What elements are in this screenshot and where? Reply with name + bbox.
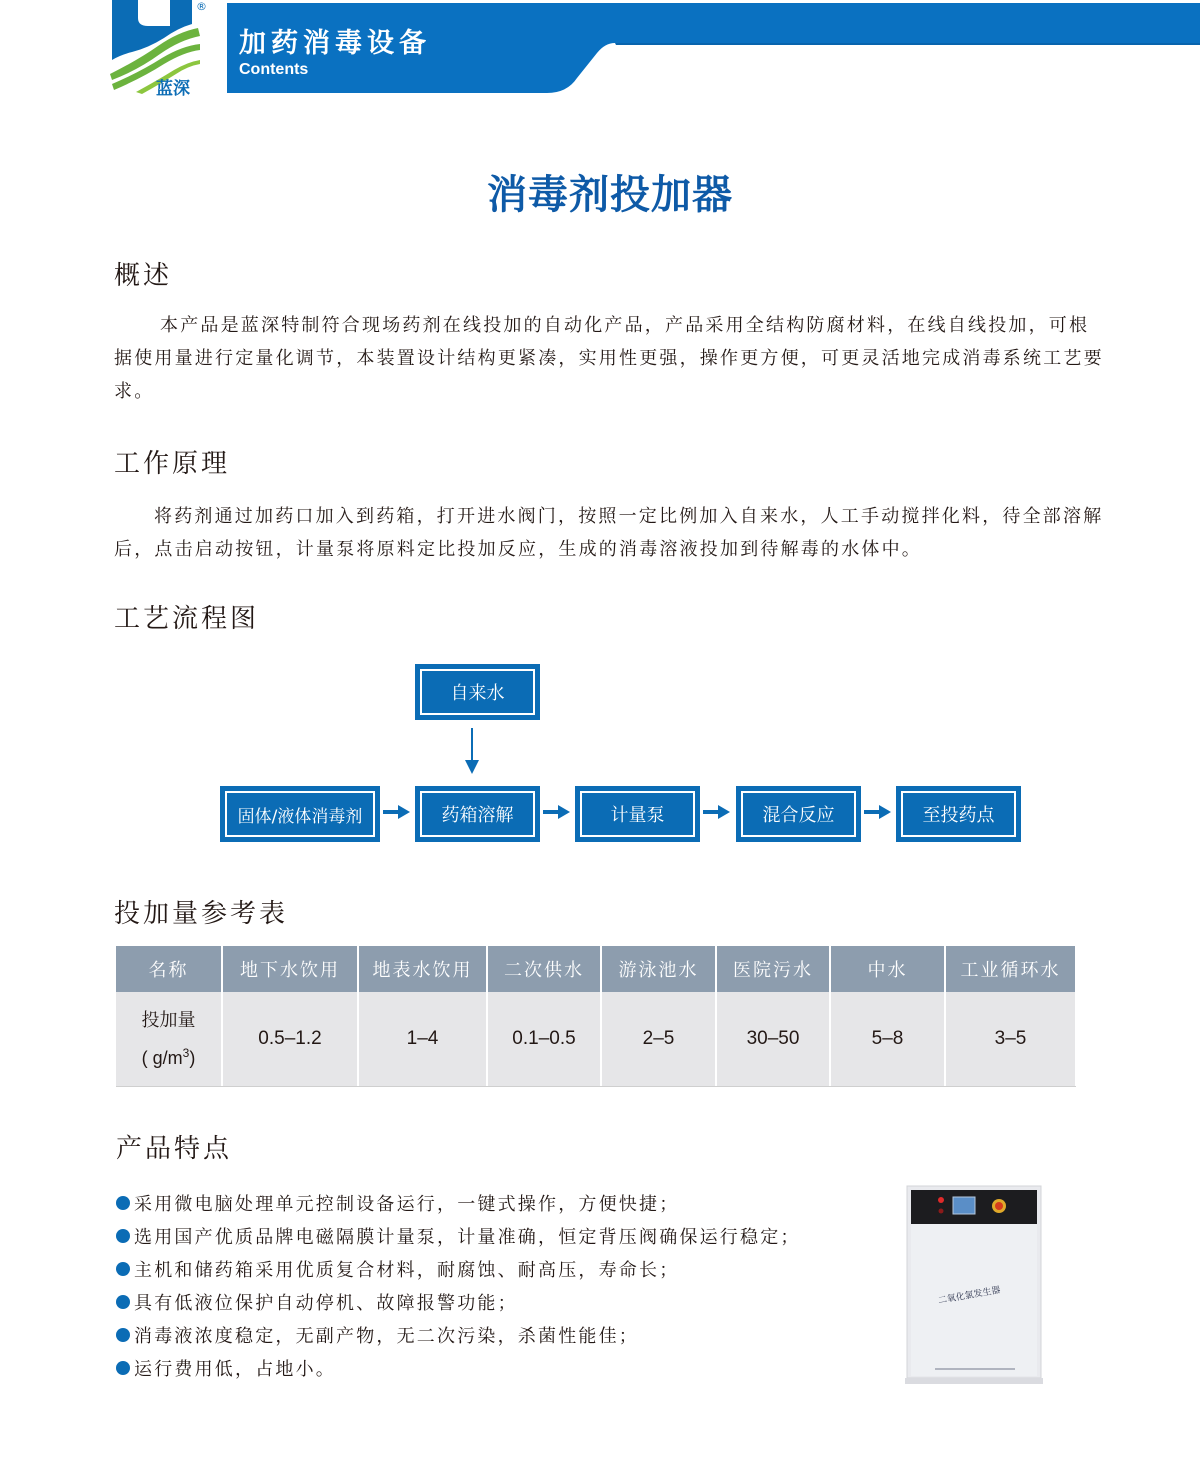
- flow-box-tank-dissolve: [415, 786, 540, 842]
- flow-box-disinfectant: [220, 786, 380, 842]
- arrow-right-icon: [864, 805, 892, 819]
- feature-text: 选用国产优质品牌电磁隔膜计量泵，计量准确，恒定背压阀确保运行稳定；: [134, 1226, 801, 1248]
- arrow-right-icon: [543, 805, 571, 819]
- bullet-icon: [116, 1229, 130, 1243]
- list-item: [116, 1219, 801, 1252]
- overview-text: [114, 309, 1109, 408]
- flow-box-tap-water: [415, 664, 540, 720]
- product-image-chlorine-dioxide-generator: [905, 1184, 1043, 1386]
- dosage-table: [116, 946, 1075, 1086]
- table-cell: 1–4: [358, 992, 487, 1086]
- overview-heading: 概述: [114, 261, 173, 291]
- list-item: [116, 1318, 801, 1351]
- unit-close: ): [189, 1047, 196, 1068]
- table-row: [116, 992, 1075, 1086]
- bullet-icon: [116, 1196, 130, 1210]
- page-title: 消毒剂投加器: [487, 172, 733, 218]
- column-header: 名称: [116, 946, 222, 992]
- row-label: [116, 992, 222, 1086]
- flow-heading: 工艺流程图: [114, 604, 260, 634]
- feature-text: 具有低液位保护自动停机、故障报警功能；: [134, 1292, 518, 1314]
- table-cell: 5–8: [830, 992, 945, 1086]
- table-cell: 3–5: [945, 992, 1075, 1086]
- table-cell: 0.5–1.2: [222, 992, 358, 1086]
- flow-box-mix-react: [736, 786, 861, 842]
- flow-box-label: 自来水: [420, 669, 535, 715]
- column-header: 游泳池水: [601, 946, 716, 992]
- column-header: 地表水饮用: [358, 946, 487, 992]
- principle-heading: 工作原理: [114, 449, 231, 479]
- flow-box-label: 混合反应: [741, 791, 856, 837]
- list-item: [116, 1252, 801, 1285]
- column-header: 中水: [830, 946, 945, 992]
- list-item: [116, 1285, 801, 1318]
- features-list: [116, 1186, 801, 1384]
- table-bottom-rule: [116, 1086, 1076, 1087]
- column-header: 二次供水: [487, 946, 601, 992]
- bullet-icon: [116, 1328, 130, 1342]
- principle-text: [114, 500, 1109, 566]
- feature-text: 主机和储药箱采用优质复合材料，耐腐蚀、耐高压，寿命长；: [134, 1259, 680, 1281]
- flow-box-label: 固体/液体消毒剂: [225, 791, 375, 837]
- feature-text: 采用微电脑处理单元控制设备运行，一键式操作，方便快捷；: [134, 1193, 680, 1215]
- table-heading: 投加量参考表: [114, 899, 289, 929]
- row-label-line1: 投加量: [141, 1009, 196, 1031]
- unit-text: ( g/m: [141, 1047, 183, 1068]
- flow-box-label: 药箱溶解: [420, 791, 535, 837]
- bullet-icon: [116, 1262, 130, 1276]
- category-title: 加药消毒设备: [239, 28, 431, 59]
- arrow-down-icon: [463, 728, 481, 776]
- list-item: [116, 1186, 801, 1219]
- bullet-icon: [116, 1361, 130, 1375]
- list-item: [116, 1351, 801, 1384]
- overview-text-content: 本产品是蓝深特制符合现场药剂在线投加的自动化产品，产品采用全结构防腐材料，在线自线投加，可根据使用量进行定量化调节，本装置设计结构更紧凑，实用性更强，操作更方便，可更灵活地完成消毒系统工艺要求。: [114, 315, 1104, 402]
- category-banner: [227, 3, 1200, 93]
- table-header-row: [116, 946, 1075, 992]
- page-header: [0, 0, 1200, 100]
- bullet-icon: [116, 1295, 130, 1309]
- features-heading: 产品特点: [116, 1134, 233, 1164]
- feature-text: 运行费用低，占地小。: [134, 1358, 336, 1380]
- arrow-right-icon: [703, 805, 731, 819]
- arrow-right-icon: [383, 805, 411, 819]
- flow-box-metering-pump: [575, 786, 700, 842]
- principle-text-content: 将药剂通过加药口加入到药箱，打开进水阀门，按照一定比例加入自来水，人工手动搅拌化料，待全部溶解后，点击启动按钮，计量泵将原料定比投加反应，生成的消毒溶液投加到待解毒的水体中。: [114, 506, 1104, 560]
- feature-text: 消毒液浓度稳定，无副产物，无二次污染，杀菌性能佳；: [134, 1325, 639, 1347]
- row-label-unit: [116, 1037, 221, 1074]
- table-cell: 2–5: [601, 992, 716, 1086]
- brand-logo-icon: [108, 0, 208, 96]
- svg-text:蓝深: 蓝深: [156, 79, 190, 96]
- flow-box-dosing-point: [896, 786, 1021, 842]
- unit-superscript: 3: [182, 1045, 190, 1060]
- table-cell: 0.1–0.5: [487, 992, 601, 1086]
- category-subtitle: Contents: [239, 61, 309, 78]
- column-header: 地下水饮用: [222, 946, 358, 992]
- registered-mark: ®: [196, 0, 207, 13]
- flow-box-label: 至投药点: [901, 791, 1016, 837]
- column-header: 医院污水: [716, 946, 830, 992]
- svg-text:二氧化氯发生器: 二氧化氯发生器: [937, 1285, 1002, 1307]
- flow-box-label: 计量泵: [580, 791, 695, 837]
- table-cell: 30–50: [716, 992, 830, 1086]
- column-header: 工业循环水: [945, 946, 1075, 992]
